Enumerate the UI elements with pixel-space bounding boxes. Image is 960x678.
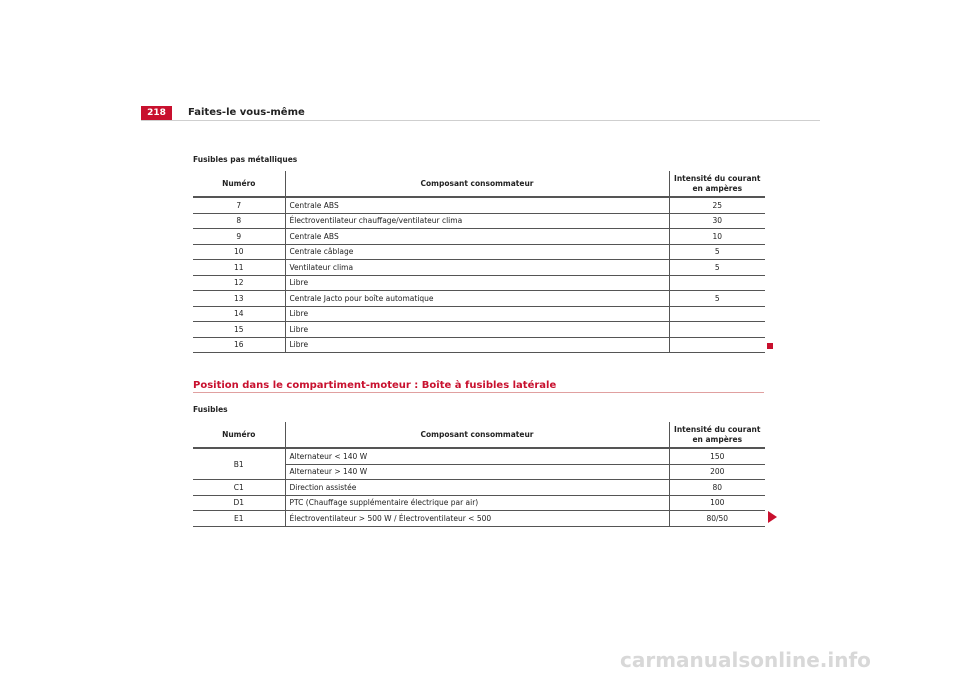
- fuses-table-2: [193, 422, 765, 527]
- table-row: [193, 337, 765, 353]
- fuse-amperage: 200: [669, 464, 765, 480]
- fuse-amperage: 25: [669, 197, 765, 213]
- fuse-component: Libre: [285, 275, 669, 291]
- fuses-table-1-body: [193, 197, 765, 353]
- fuse-component: Centrale câblage: [285, 244, 669, 260]
- fuse-number: B1: [193, 448, 285, 480]
- fuse-component: Centrale ABS: [285, 229, 669, 245]
- end-marker: [767, 343, 773, 349]
- fuse-number: 10: [193, 244, 285, 260]
- fuse-amperage: 150: [669, 448, 765, 464]
- col-header-component: Composant consommateur: [285, 422, 669, 448]
- fuse-amperage: 10: [669, 229, 765, 245]
- fuse-number: E1: [193, 511, 285, 527]
- col-header-number: Numéro: [193, 422, 285, 448]
- table-row: [193, 213, 765, 229]
- header-divider: [141, 120, 820, 121]
- fuse-amperage: 5: [669, 244, 765, 260]
- col-header-number: Numéro: [193, 171, 285, 197]
- fuse-amperage: 30: [669, 213, 765, 229]
- fuse-component: PTC (Chauffage supplémentaire électrique par air): [285, 495, 669, 511]
- fuse-component: Libre: [285, 337, 669, 353]
- fuse-component: Libre: [285, 322, 669, 338]
- fuse-number: 9: [193, 229, 285, 245]
- fuse-amperage: [669, 322, 765, 338]
- col-header-component: Composant consommateur: [285, 171, 669, 197]
- table-row: [193, 244, 765, 260]
- table-row: [193, 291, 765, 307]
- table-row: [193, 229, 765, 245]
- fuses-table-1: [193, 171, 765, 353]
- continue-arrow-icon: [768, 511, 777, 523]
- fuses-table-2-body-rest: [193, 480, 765, 527]
- fuse-amperage: [669, 275, 765, 291]
- col-header-amperage: Intensité du courant en ampères: [669, 422, 765, 448]
- fuse-amperage: 100: [669, 495, 765, 511]
- fuses-table-2-body: [193, 448, 765, 480]
- section-divider: [193, 392, 764, 393]
- fuse-number: 16: [193, 337, 285, 353]
- page-title: Faites-le vous-même: [188, 107, 305, 118]
- fuse-number: 14: [193, 306, 285, 322]
- section-title: Position dans le compartiment-moteur : Boîte à fusibles latérale: [193, 380, 557, 391]
- table-row: [193, 480, 765, 496]
- page-number: 218: [141, 106, 172, 121]
- table-row: [193, 197, 765, 213]
- fuse-component: Électroventilateur chauffage/ventilateur clima: [285, 213, 669, 229]
- fuse-component: Centrale ABS: [285, 197, 669, 213]
- table2-caption: Fusibles: [193, 405, 228, 414]
- fuse-number: C1: [193, 480, 285, 496]
- table-row: [193, 495, 765, 511]
- table-row: [193, 511, 765, 527]
- watermark: carmanualsonline.info: [620, 648, 871, 672]
- fuse-number: 11: [193, 260, 285, 276]
- fuse-component: Libre: [285, 306, 669, 322]
- fuse-component: Centrale Jacto pour boîte automatique: [285, 291, 669, 307]
- fuse-amperage: 5: [669, 291, 765, 307]
- fuse-number: 15: [193, 322, 285, 338]
- table-row: [193, 448, 765, 464]
- fuse-amperage: 80/50: [669, 511, 765, 527]
- fuse-amperage: [669, 306, 765, 322]
- table-row: [193, 322, 765, 338]
- fuse-component: Alternateur > 140 W: [285, 464, 669, 480]
- fuse-number: 12: [193, 275, 285, 291]
- fuse-amperage: [669, 337, 765, 353]
- table-row: [193, 306, 765, 322]
- fuse-amperage: 80: [669, 480, 765, 496]
- table1-caption: Fusibles pas métalliques: [193, 155, 298, 164]
- fuse-component: Électroventilateur > 500 W / Électroventilateur < 500: [285, 511, 669, 527]
- fuse-number: D1: [193, 495, 285, 511]
- fuse-amperage: 5: [669, 260, 765, 276]
- fuse-component: Alternateur < 140 W: [285, 448, 669, 464]
- fuse-component: Ventilateur clima: [285, 260, 669, 276]
- fuse-number: 7: [193, 197, 285, 213]
- table-row: [193, 275, 765, 291]
- col-header-amperage: Intensité du courant en ampères: [669, 171, 765, 197]
- fuse-component: Direction assistée: [285, 480, 669, 496]
- table-row: [193, 260, 765, 276]
- fuse-number: 13: [193, 291, 285, 307]
- fuse-number: 8: [193, 213, 285, 229]
